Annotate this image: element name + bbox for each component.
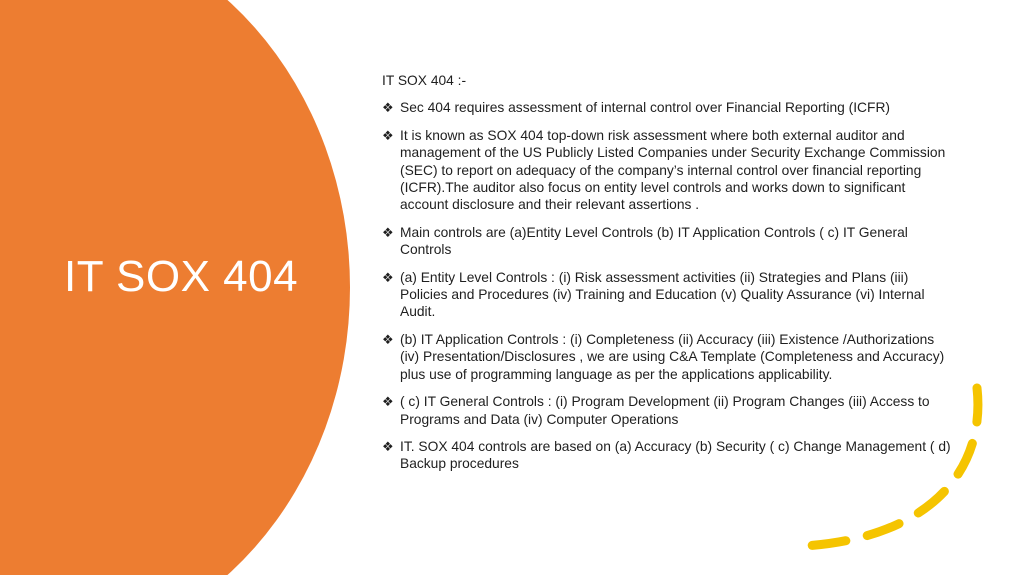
diamond-bullet-icon: ❖ [382,224,394,240]
bullet-text: (b) IT Application Controls : (i) Completeness (ii) Accuracy (iii) Existence /Authorizations (iv) Presentation/Disclosures , we are using C&A Template (Completeness and Accuracy) plus use of programming language as per the applications applicability. [400,331,945,382]
bullet-text: It is known as SOX 404 top-down risk assessment where both external auditor and management of the US Publicly Listed Companies under Security Exchange Commission (SEC) to report on adequacy of the company’s internal control over financial reporting (ICFR).The auditor also focus on entity level controls and works down to significant account disclosure and their relevant assertions . [400,127,946,213]
bullet-text: Sec 404 requires assessment of internal control over Financial Reporting (ICFR) [400,100,891,116]
bullet-text: IT. SOX 404 controls are based on (a) Accuracy (b) Security ( c) Change Management ( d) Backup procedures [400,438,951,472]
bullet-text: Main controls are (a)Entity Level Controls (b) IT Application Controls ( c) IT General Controls [400,224,908,258]
diamond-bullet-icon: ❖ [382,100,394,116]
diamond-bullet-icon: ❖ [382,269,394,285]
diamond-bullet-icon: ❖ [382,394,394,410]
diamond-bullet-icon: ❖ [382,438,394,454]
slide-title: IT SOX 404 [64,252,299,301]
bullet-text: ( c) IT General Controls : (i) Program Development (ii) Program Changes (iii) Access to Programs and Data (iv) Computer Operations [400,394,930,427]
diamond-bullet-icon: ❖ [382,127,394,143]
diamond-bullet-icon: ❖ [382,331,394,347]
bullet-text: (a) Entity Level Controls : (i) Risk assessment activities (ii) Strategies and Plans (iii) Policies and Procedures (iv) Training and Education (v) Quality Assurance (vi) Internal Audit. [400,269,925,320]
content-heading: IT SOX 404 :- [382,73,467,88]
